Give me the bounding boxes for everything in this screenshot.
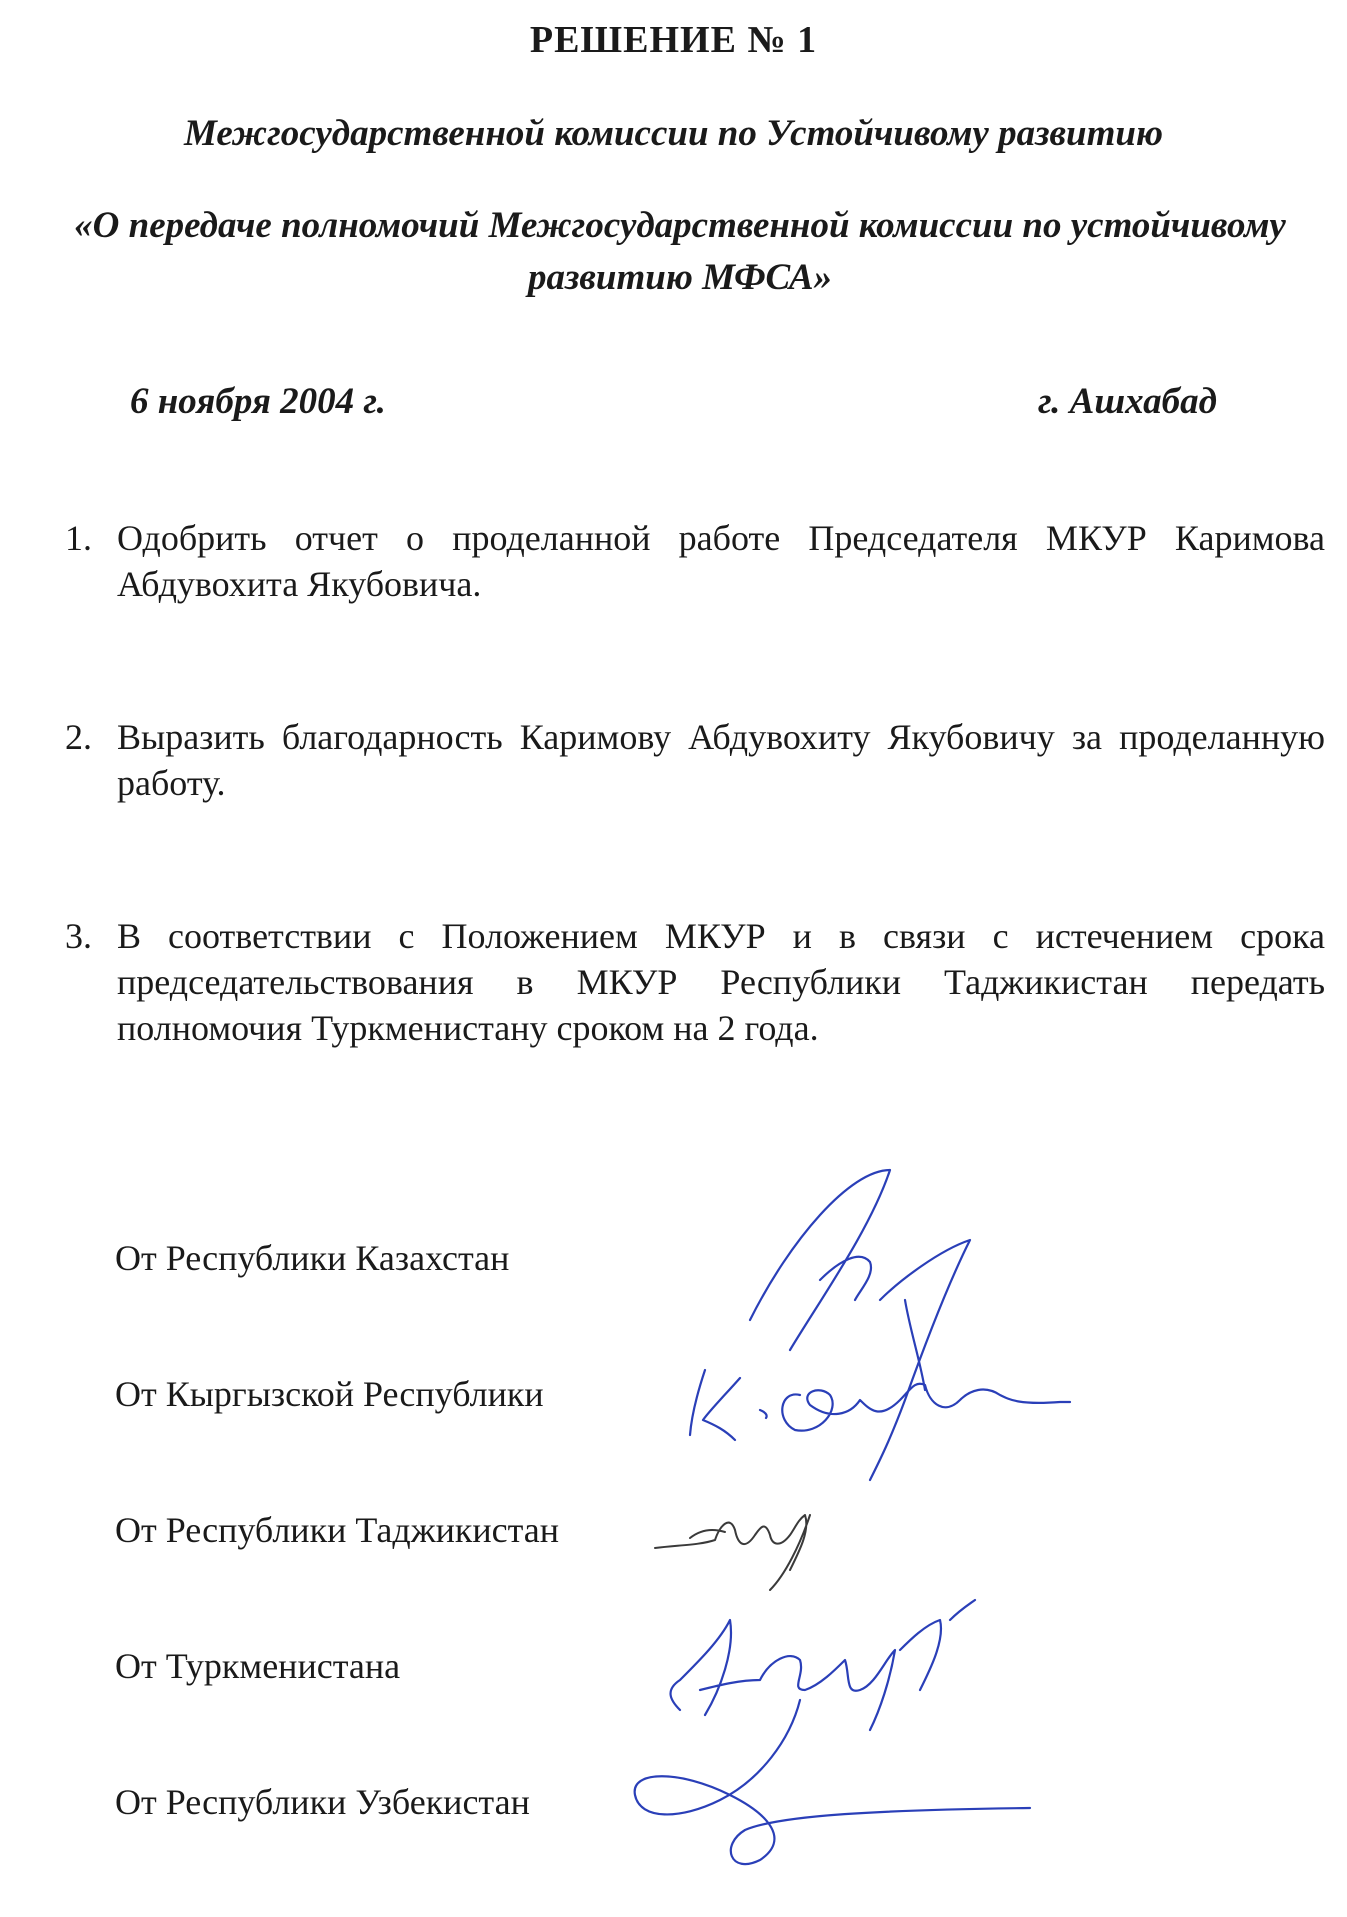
- item-text: Одобрить отчет о проделанной работе Председателя МКУР Каримова Абдувохита Якубовича.: [117, 518, 1325, 604]
- document-place: г. Ашхабад: [1037, 381, 1217, 422]
- signatories-block: [115, 1237, 559, 1917]
- item-text: Выразить благодарность Каримову Абдувохиту Якубовичу за проделанную работу.: [117, 717, 1325, 803]
- document-heading: «О передаче полномочий Межгосударственной комиссии по устойчивому развитию МФСА»: [74, 205, 1286, 298]
- item-number: 2.: [65, 717, 92, 757]
- document-date: 6 ноября 2004 г.: [130, 381, 386, 422]
- signature-uzbekistan: [635, 1700, 1030, 1864]
- signatory-uzbekistan: От Республики Узбекистан: [115, 1782, 530, 1822]
- signatory-kazakhstan: От Республики Казахстан: [115, 1238, 510, 1278]
- signature-turkmenistan: [671, 1600, 975, 1730]
- signatory-turkmenistan: От Туркменистана: [115, 1646, 401, 1686]
- document-subtitle: Межгосударственной комиссии по Устойчивому развитию: [183, 113, 1164, 154]
- item-number: 3.: [65, 916, 92, 956]
- document-title: РЕШЕНИЕ № 1: [529, 19, 818, 61]
- item-number: 1.: [65, 518, 92, 558]
- signature-kyrgyzstan: [690, 1370, 1070, 1440]
- signature-kazakhstan: [750, 1170, 970, 1480]
- decision-items-list: [65, 515, 1325, 1051]
- item-text: В соответствии с Положением МКУР и в связи с истечением срока председательствования в МКУР Республики Таджикистан передать полномочия Туркменистану сроком на 2 года.: [117, 916, 1325, 1048]
- decision-item: [65, 515, 1325, 607]
- decision-item: [65, 913, 1325, 1051]
- signature-tajikistan: [655, 1515, 810, 1590]
- decision-item: [65, 714, 1325, 806]
- signatory-tajikistan: От Республики Таджикистан: [115, 1510, 560, 1550]
- signatory-kyrgyzstan: От Кыргызской Республики: [115, 1374, 544, 1414]
